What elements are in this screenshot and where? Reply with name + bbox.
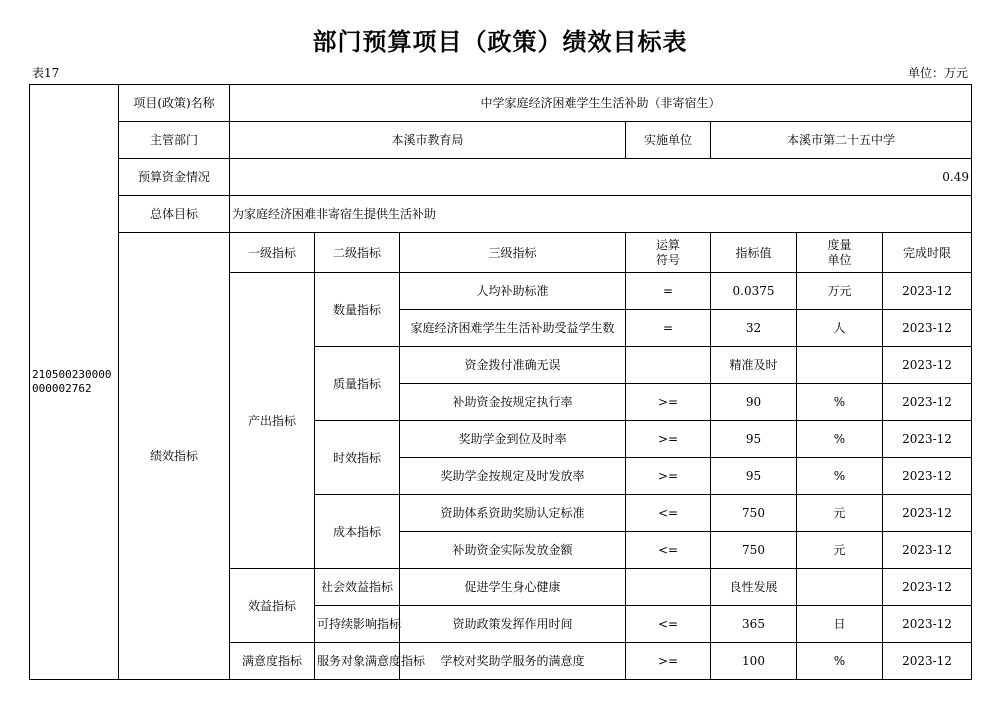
page-title: 部门预算项目（政策）绩效目标表 [312, 28, 688, 56]
row-op: >= [626, 384, 711, 421]
impl-unit-value: 本溪市第二十五中学 [711, 122, 972, 159]
header-level3: 三级指标 [400, 233, 626, 273]
row-unit: 万元 [797, 273, 883, 310]
row-unit: 元 [797, 532, 883, 569]
group-social: 社会效益指标 [315, 569, 400, 606]
row-value: 750 [711, 532, 797, 569]
unit-label: 单位：万元 [907, 66, 968, 80]
row-name: 促进学生身心健康 [400, 569, 626, 606]
row-op: = [626, 310, 711, 347]
row-op [626, 569, 711, 606]
header-operator: 运算 符号 [626, 233, 711, 273]
row-op: >= [626, 643, 711, 680]
row-deadline: 2023-12 [883, 310, 972, 347]
row-name: 资助体系资助奖励认定标准 [400, 495, 626, 532]
row-value: 90 [711, 384, 797, 421]
row-deadline: 2023-12 [883, 273, 972, 310]
budget-label: 预算资金情况 [119, 159, 230, 196]
row-deadline: 2023-12 [883, 532, 972, 569]
group-quality: 质量指标 [315, 347, 400, 421]
header-level2: 二级指标 [315, 233, 400, 273]
row-op: >= [626, 421, 711, 458]
dept-value: 本溪市教育局 [230, 122, 626, 159]
row-value: 750 [711, 495, 797, 532]
dept-label: 主管部门 [119, 122, 230, 159]
row-name: 人均补助标准 [400, 273, 626, 310]
row-unit: % [797, 384, 883, 421]
row-name: 家庭经济困难学生生活补助受益学生数 [400, 310, 626, 347]
header-deadline: 完成时限 [883, 233, 972, 273]
row-name: 学校对奖助学服务的满意度 [400, 643, 626, 680]
row-unit [797, 347, 883, 384]
group-benefit: 效益指标 [230, 569, 315, 643]
row-unit: 元 [797, 495, 883, 532]
row-unit [797, 569, 883, 606]
perf-indicator-label: 绩效指标 [119, 233, 230, 680]
row-op: >= [626, 458, 711, 495]
row-deadline: 2023-12 [883, 421, 972, 458]
row-name: 资助政策发挥作用时间 [400, 606, 626, 643]
group-cost: 成本指标 [315, 495, 400, 569]
header-level1: 一级指标 [230, 233, 315, 273]
impl-unit-label: 实施单位 [626, 122, 711, 159]
row-deadline: 2023-12 [883, 495, 972, 532]
row-value: 100 [711, 643, 797, 680]
row-op: <= [626, 606, 711, 643]
row-value: 良性发展 [711, 569, 797, 606]
overall-goal-label: 总体目标 [119, 196, 230, 233]
row-name: 奖助学金到位及时率 [400, 421, 626, 458]
row-value: 365 [711, 606, 797, 643]
row-value: 95 [711, 458, 797, 495]
row-name: 资金拨付准确无误 [400, 347, 626, 384]
row-value: 精准及时 [711, 347, 797, 384]
group-target-satisfaction: 服务对象满意度指标 [315, 643, 400, 680]
header-unit: 度量 单位 [797, 233, 883, 273]
row-op: <= [626, 495, 711, 532]
row-unit: % [797, 643, 883, 680]
overall-goal-value: 为家庭经济困难非寄宿生提供生活补助 [230, 196, 972, 233]
row-op: <= [626, 532, 711, 569]
project-code: 210500230000000002762 [30, 85, 119, 680]
group-quantity: 数量指标 [315, 273, 400, 347]
row-op [626, 347, 711, 384]
row-value: 32 [711, 310, 797, 347]
project-name-value: 中学家庭经济困难学生生活补助（非寄宿生） [230, 85, 972, 122]
row-name: 补助资金按规定执行率 [400, 384, 626, 421]
row-deadline: 2023-12 [883, 347, 972, 384]
row-unit: 人 [797, 310, 883, 347]
row-value: 95 [711, 421, 797, 458]
row-deadline: 2023-12 [883, 384, 972, 421]
header-value: 指标值 [711, 233, 797, 273]
row-deadline: 2023-12 [883, 643, 972, 680]
row-unit: % [797, 421, 883, 458]
row-deadline: 2023-12 [883, 569, 972, 606]
group-output: 产出指标 [230, 273, 315, 569]
group-timeliness: 时效指标 [315, 421, 400, 495]
row-name: 奖助学金按规定及时发放率 [400, 458, 626, 495]
row-name: 补助资金实际发放金额 [400, 532, 626, 569]
row-value: 0.0375 [711, 273, 797, 310]
table-number: 表17 [32, 66, 60, 80]
performance-table [29, 84, 972, 680]
group-sustain: 可持续影响指标 [315, 606, 400, 643]
row-deadline: 2023-12 [883, 606, 972, 643]
row-unit: % [797, 458, 883, 495]
row-deadline: 2023-12 [883, 458, 972, 495]
row-op: = [626, 273, 711, 310]
group-satisfaction: 满意度指标 [230, 643, 315, 680]
project-name-label: 项目(政策)名称 [119, 85, 230, 122]
row-unit: 日 [797, 606, 883, 643]
budget-value: 0.49 [230, 159, 972, 196]
